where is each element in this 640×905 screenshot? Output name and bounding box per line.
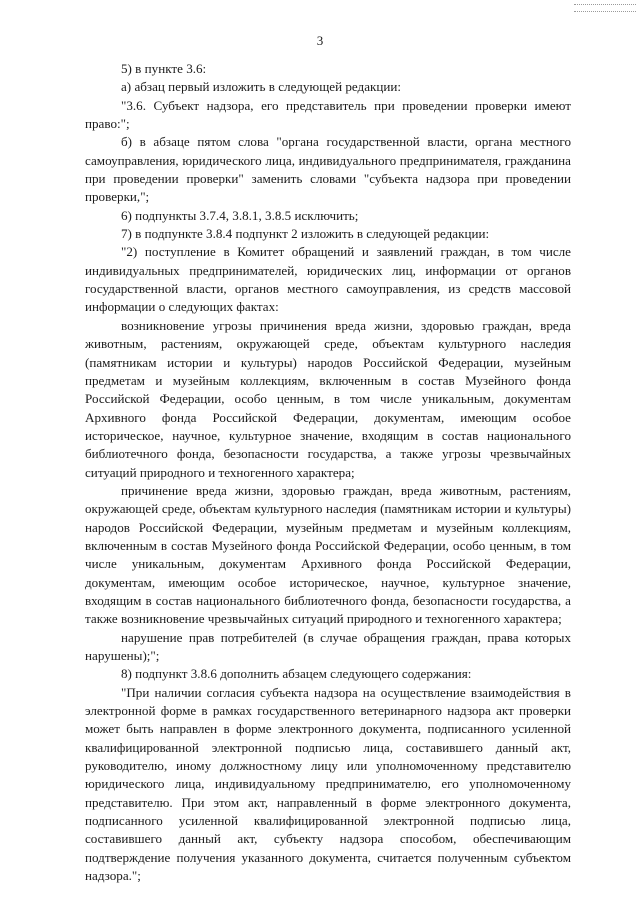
- scan-corner-mark: [574, 4, 636, 12]
- paragraph-item-7: 7) в подпункте 3.8.4 подпункт 2 изложить в следующей редакции:: [121, 226, 490, 242]
- paragraph-quote-3-6: "3.6. Субъект надзора, его представитель при проведении проверки имеют право:";: [85, 97, 571, 132]
- page-number: 3: [316, 33, 324, 48]
- paragraph-item-8: 8) подпункт 3.8.6 дополнить абзацем следующего содержания:: [121, 666, 472, 682]
- paragraph-subitem-a: а) абзац первый изложить в следующей редакции:: [121, 79, 402, 95]
- document-body: [85, 60, 571, 885]
- paragraph-quote-electronic: "При наличии согласия субъекта надзора на осуществление взаимодействия в электронной форме в рамках государственного ветеринарного надзора акт проверки может быть направлен в форме электронного документа, подписанного усиленной квалифицированной электронной подписью лица, составившего данный акт, руководителю, иному должностному лицу или уполномоченному представителю юридического лица, индивидуальному предпринимателю, его уполномоченному представителю. При этом акт, направленный в форме электронного документа, подписанного усиленной квалифицированной электронной подписью лица, составившего данный акт, субъекту надзора способом, обеспечивающим подтверждение получения указанного документа, считается полученным субъектом надзора.";: [85, 684, 571, 884]
- paragraph-harm: причинение вреда жизни, здоровью граждан, вреда животным, растениям, окружающей среде, объектам культурного наследия (памятникам истории и культуры) народов Российской Федерации, музейным предметам и музейным коллекциям, включенным в состав Музейного фонда Российской Федерации, особо ценным, в том числе уникальным, документам Архивного фонда Российской Федерации, документам, имеющим особое историческое, научное, культурное значение, входящим в состав национального библиотечного фонда, безопасности государства, а также возникновение чрезвычайных ситуаций природного и техногенного характера;: [85, 482, 571, 627]
- paragraph-subitem-b: б) в абзаце пятом слова "органа государственной власти, органа местного самоуправления, юридического лица, индивидуального предпринимателя, гражданина при проведении проверки" заменить словами "субъекта надзора при проведении проверки,";: [85, 134, 571, 205]
- paragraph-item-5: 5) в пункте 3.6:: [121, 61, 207, 76]
- paragraph-item-6: 6) подпункты 3.7.4, 3.8.1, 3.8.5 исключить;: [121, 207, 359, 223]
- paragraph-consumer-rights: нарушение прав потребителей (в случае обращения граждан, права которых нарушены);";: [85, 629, 571, 663]
- paragraph-threat: возникновение угрозы причинения вреда жизни, здоровью граждан, вреда животным, растениям, окружающей среде, объектам культурного наследия (памятникам истории и культуры) народов Российской Федерации, музейным предметам и музейным коллекциям, включенным в состав Музейного фонда Российской Федерации, особо ценным, в том числе уникальным, документам Архивного фонда Российской Федерации, документам, имеющим особое историческое, научное, культурное значение, входящим в состав национального библиотечного фонда, безопасности государства, а также угрозы чрезвычайных ситуаций природного и техногенного характера;: [85, 317, 571, 480]
- paragraph-quote-2: "2) поступление в Комитет обращений и заявлений граждан, в том числе индивидуальных предпринимателей, юридических лиц, информации от органов государственной власти, органов местного самоуправления, из средств массовой информации о следующих фактах:: [85, 244, 571, 315]
